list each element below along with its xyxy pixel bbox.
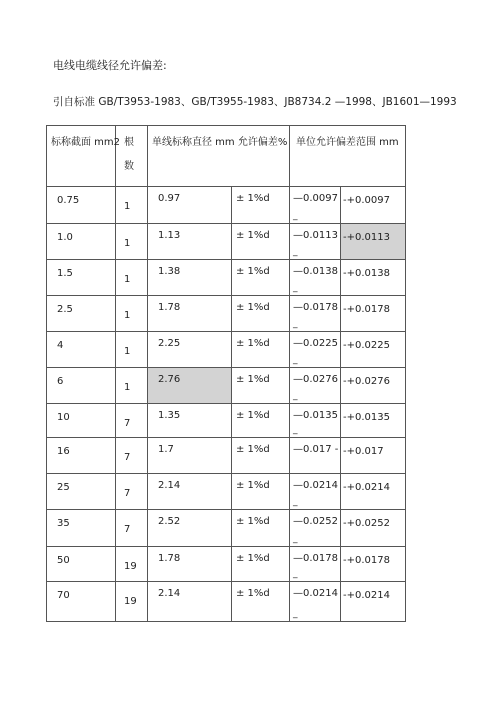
section-value: 1.5 [57,268,73,279]
section-value-cell [47,547,116,582]
diameter-value: 1.7 [158,444,174,455]
diameter-value: 2.76 [158,374,181,385]
count-value: 7 [124,488,131,499]
header-unit-range: 单位允许偏差范围 mm [296,137,399,148]
count-value-cell [116,474,148,510]
pos-range-value: -+0.0178 [343,555,390,566]
diameter-value: 1.38 [158,266,181,277]
count-value-cell [116,296,148,332]
pos-range-value: -+0.0178 [343,304,390,315]
section-value-cell [47,582,116,622]
section-value-cell [47,510,116,547]
pos-range-value-cell [341,582,406,622]
tolerance-value-cell [232,224,290,260]
tolerance-value-cell [232,187,290,224]
pos-range-value-cell [341,260,406,296]
pos-range-value: -+0.0225 [343,340,390,351]
count-value-cell [116,547,148,582]
table-row [47,332,406,368]
neg-range-value: —0.0252 [293,516,338,527]
trailing-dash: _ [293,391,298,401]
tolerance-value: ± 1%d [236,588,270,599]
diameter-value-cell [148,438,232,474]
diameter-value: 1.78 [158,553,181,564]
pos-range-value-cell [341,547,406,582]
count-value-cell [116,224,148,260]
count-value-cell [116,332,148,368]
section-value-cell [47,438,116,474]
section-value-cell [47,224,116,260]
table-row [47,368,406,404]
tolerance-value-cell [232,474,290,510]
tolerance-value: ± 1%d [236,338,270,349]
section-value-cell [47,332,116,368]
neg-range-value-cell [290,404,341,438]
count-value: 1 [124,238,131,249]
diameter-value: 0.97 [158,193,181,204]
pos-range-value-cell [341,438,406,474]
diameter-value: 2.14 [158,588,181,599]
neg-range-value-cell [290,296,341,332]
tolerance-value-cell [232,368,290,404]
pos-range-value: -+0.0135 [343,412,390,423]
section-value-cell [47,260,116,296]
section-value-cell [47,187,116,224]
trailing-dash: _ [293,283,298,293]
count-value-cell [116,438,148,474]
tolerance-value: ± 1%d [236,553,270,564]
section-value-cell [47,404,116,438]
neg-range-value-cell [290,187,341,224]
table-row [47,474,406,510]
section-value: 4 [57,340,64,351]
count-value: 1 [124,201,131,212]
table-row [47,547,406,582]
trailing-dash: _ [293,609,298,619]
neg-range-value-cell [290,438,341,474]
trailing-dash: _ [293,319,298,329]
neg-range-value-cell [290,368,341,404]
diameter-value: 2.14 [158,480,181,491]
neg-range-value-cell [290,510,341,547]
count-value-cell [116,404,148,438]
diameter-value-cell [148,332,232,368]
neg-range-value: —0.0113 [293,230,338,241]
section-value: 2.5 [57,304,73,315]
table-row [47,404,406,438]
trailing-dash: _ [293,247,298,257]
pos-range-value: -+0.0113 [343,232,390,243]
section-value: 70 [57,590,70,601]
pos-range-value: -+0.017 [343,446,384,457]
count-value: 1 [124,310,131,321]
section-value: 50 [57,555,70,566]
neg-range-value: —0.0097 [293,193,338,204]
neg-range-value-cell [290,224,341,260]
neg-range-value: —0.0214 [293,480,338,491]
diameter-value-cell [148,510,232,547]
section-value: 25 [57,482,70,493]
pos-range-value-cell [341,510,406,547]
diameter-value: 1.78 [158,302,181,313]
tolerance-value: ± 1%d [236,410,270,421]
diameter-value: 1.35 [158,410,181,421]
header-range-cell [290,126,406,187]
header-row [47,126,406,187]
neg-range-value-cell [290,332,341,368]
neg-range-value-cell [290,547,341,582]
neg-range-value: —0.0178 [293,302,338,313]
count-value: 7 [124,524,131,535]
pos-range-value-cell [341,296,406,332]
count-value: 19 [124,561,137,572]
header-count-1: 根 [124,137,134,148]
neg-range-value-cell [290,260,341,296]
header-diameter-cell [148,126,290,187]
pos-range-value: -+0.0138 [343,268,390,279]
diameter-value-cell [148,260,232,296]
table-row [47,510,406,547]
pos-range-value: -+0.0276 [343,376,390,387]
diameter-value-cell [148,368,232,404]
pos-range-value-cell [341,368,406,404]
tolerance-value: ± 1%d [236,444,270,455]
section-value: 0.75 [57,195,80,206]
neg-range-value: —0.017 - [293,444,339,455]
diameter-value-cell [148,474,232,510]
neg-range-value-cell [290,474,341,510]
table-row [47,224,406,260]
tolerance-value-cell [232,510,290,547]
tolerance-value-cell [232,332,290,368]
diameter-value: 2.25 [158,338,181,349]
count-value: 1 [124,382,131,393]
trailing-dash: _ [293,569,298,579]
header-section-cell [47,126,121,187]
tolerance-value-cell [232,296,290,332]
table-row [47,582,406,622]
trailing-dash: _ [293,534,298,544]
count-value: 19 [124,596,137,607]
count-value: 7 [124,418,131,429]
standard-reference: 引自标准 GB/T3953-1983、GB/T3955-1983、JB8734.2 —1998、JB1601—1993 [53,96,457,108]
table-row [47,187,406,224]
diameter-value-cell [148,187,232,224]
neg-range-value: —0.0178 [293,553,338,564]
section-value: 16 [57,446,70,457]
pos-range-value-cell [341,332,406,368]
tolerance-value-cell [232,582,290,622]
count-value: 7 [124,452,131,463]
section-value: 1.0 [57,232,73,243]
table-row [47,438,406,474]
section-value-cell [47,296,116,332]
section-value-cell [47,474,116,510]
header-count-2: 数 [124,161,134,172]
trailing-dash: _ [293,211,298,221]
document-title: 电线电缆线径允许偏差: [53,59,167,72]
tolerance-value-cell [232,547,290,582]
neg-range-value: —0.0135 [293,410,338,421]
diameter-value: 1.13 [158,230,181,241]
neg-range-value-cell [290,582,341,622]
tolerance-value-cell [232,404,290,438]
section-value-cell [47,368,116,404]
header-section: 标称截面 mm2 [51,137,121,148]
tolerance-value: ± 1%d [236,230,270,241]
tolerance-value: ± 1%d [236,480,270,491]
pos-range-value-cell [341,404,406,438]
section-value: 6 [57,376,64,387]
count-value-cell [116,582,148,622]
neg-range-value: —0.0214 [293,588,338,599]
neg-range-value: —0.0225 [293,338,338,349]
tolerance-value: ± 1%d [236,516,270,527]
count-value-cell [116,187,148,224]
tolerance-value: ± 1%d [236,374,270,385]
diameter-value-cell [148,547,232,582]
pos-range-value-cell [341,474,406,510]
diameter-value: 2.52 [158,516,181,527]
section-value: 35 [57,518,70,529]
tolerance-value: ± 1%d [236,266,270,277]
count-value-cell [116,510,148,547]
trailing-dash: _ [293,497,298,507]
pos-range-value: -+0.0252 [343,518,390,529]
neg-range-value: —0.0276 [293,374,338,385]
diameter-value-cell [148,296,232,332]
pos-range-value-cell [341,187,406,224]
diameter-value-cell [148,582,232,622]
section-value: 10 [57,412,70,423]
tolerance-value-cell [232,260,290,296]
trailing-dash: _ [293,425,298,435]
header-count-cell [116,126,148,187]
table-row [47,296,406,332]
neg-range-value: —0.0138 [293,266,338,277]
count-value: 1 [124,346,131,357]
pos-range-value: -+0.0214 [343,590,390,601]
count-value-cell [116,260,148,296]
pos-range-value: -+0.0214 [343,482,390,493]
tolerance-value-cell [232,438,290,474]
trailing-dash: _ [293,355,298,365]
diameter-value-cell [148,404,232,438]
table-row [47,260,406,296]
header-diameter: 单线标称直径 mm 允许偏差% [152,137,288,148]
diameter-value-cell [148,224,232,260]
count-value-cell [116,368,148,404]
count-value: 1 [124,274,131,285]
pos-range-value: -+0.0097 [343,195,390,206]
tolerance-value: ± 1%d [236,193,270,204]
tolerance-table [46,125,406,622]
tolerance-value: ± 1%d [236,302,270,313]
pos-range-value-cell [341,224,406,260]
